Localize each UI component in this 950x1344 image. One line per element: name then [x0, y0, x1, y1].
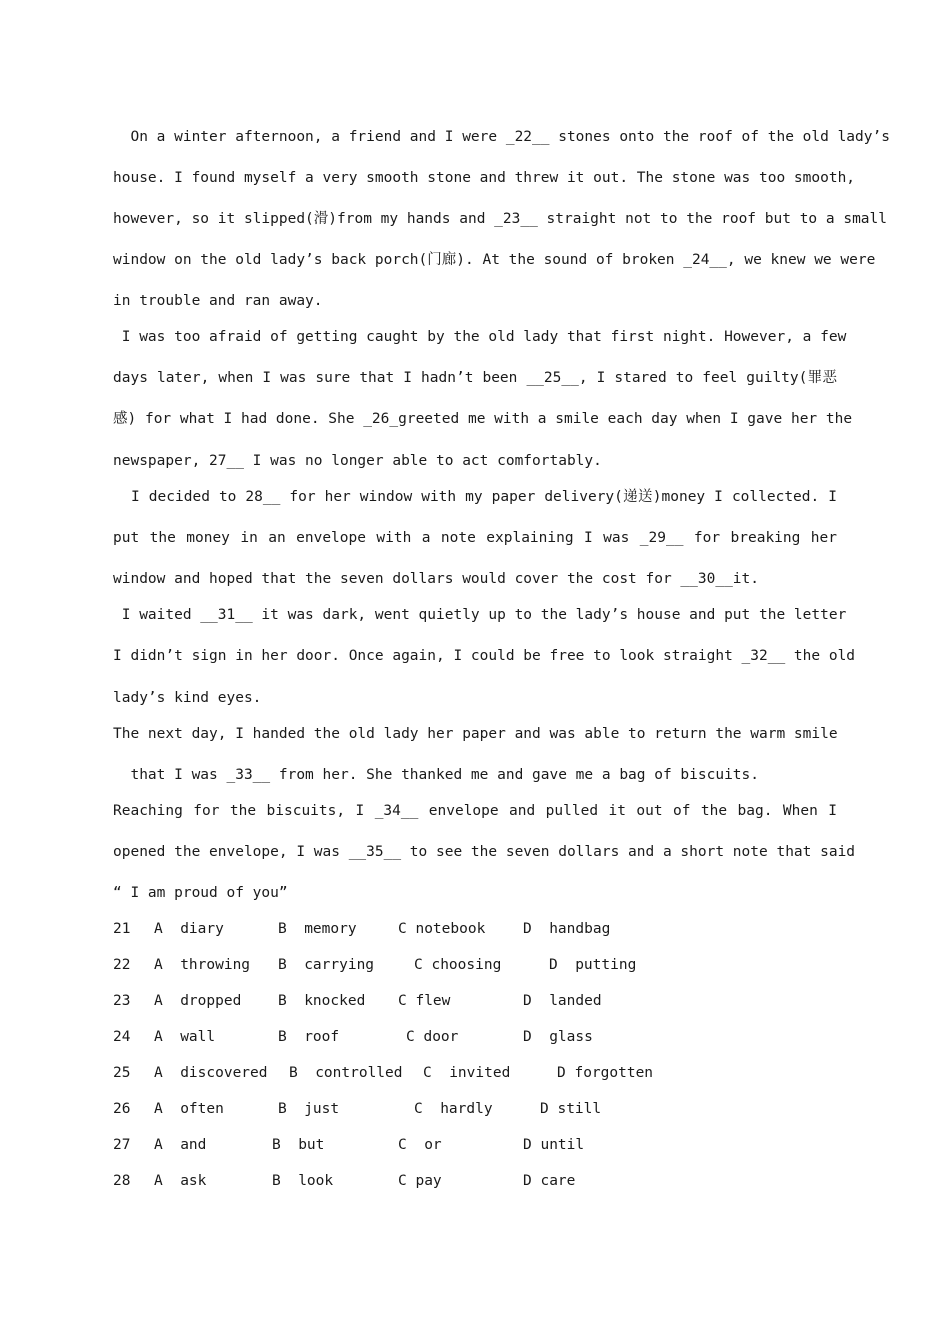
passage-line: however, so it slipped(滑)from my hands and _23__ straight not to the roof but to a small [113, 211, 887, 227]
option-c: C notebook [398, 921, 486, 937]
passage-line: newspaper, 27__ I was no longer able to act comfortably. [113, 453, 602, 469]
passage-line: lady’s kind eyes. [113, 690, 262, 706]
option-c: C or [398, 1137, 442, 1153]
passage-line: opened the envelope, I was __35__ to see the seven dollars and a short note that said [113, 844, 856, 860]
option-b: B just [278, 1101, 340, 1117]
option-d: D landed [523, 993, 602, 1009]
question-number: 25 [113, 1065, 131, 1081]
passage-line: Reaching for the biscuits, I _34__ envelope and pulled it out of the bag. When I [113, 803, 837, 819]
passage-line: put the money in an envelope with a note explaining I was _29__ for breaking her [113, 530, 837, 546]
option-a: A wall [154, 1029, 216, 1045]
option-a: A diary [154, 921, 224, 937]
passage-line: that I was _33__ from her. She thanked me and gave me a bag of biscuits. [113, 767, 760, 783]
passage-line: I waited __31__ it was dark, went quietly up to the lady’s house and put the letter [113, 607, 847, 623]
option-d: D handbag [523, 921, 611, 937]
passage-line: in trouble and ran away. [113, 293, 323, 309]
option-c: C invited [423, 1065, 511, 1081]
option-d: D care [523, 1173, 576, 1189]
passage-line: “ I am proud of you” [113, 885, 288, 901]
passage-line: days later, when I was sure that I hadn’t been __25__, I stared to feel guilty(罪恶 [113, 370, 837, 386]
passage-line: I was too afraid of getting caught by the old lady that first night. However, a few [113, 329, 847, 345]
question-number: 22 [113, 957, 131, 973]
passage-line: house. I found myself a very smooth stone and threw it out. The stone was too smooth, [113, 170, 856, 186]
passage-line: I didn’t sign in her door. Once again, I could be free to look straight _32__ the old [113, 648, 856, 664]
option-c: C hardly [414, 1101, 493, 1117]
option-b: B controlled [289, 1065, 403, 1081]
option-c: C choosing [414, 957, 502, 973]
question-number: 21 [113, 921, 131, 937]
option-a: A dropped [154, 993, 242, 1009]
question-number: 24 [113, 1029, 131, 1045]
option-a: A and [154, 1137, 207, 1153]
question-number: 23 [113, 993, 131, 1009]
option-a: A discovered [154, 1065, 268, 1081]
passage-line: I decided to 28__ for her window with my paper delivery(递送)money I collected. I [113, 489, 837, 505]
option-b: B knocked [278, 993, 366, 1009]
question-number: 26 [113, 1101, 131, 1117]
question-number: 27 [113, 1137, 131, 1153]
question-number: 28 [113, 1173, 131, 1189]
option-d: D glass [523, 1029, 593, 1045]
passage-line: window on the old lady’s back porch(门廊). At the sound of broken _24__, we knew we were [113, 252, 876, 268]
passage-line: 感) for what I had done. She _26_greeted me with a smile each day when I gave her the [113, 411, 853, 427]
passage-line: The next day, I handed the old lady her paper and was able to return the warm smile [113, 726, 838, 742]
option-d: D still [540, 1101, 602, 1117]
option-a: A throwing [154, 957, 251, 973]
option-c: C pay [398, 1173, 442, 1189]
passage-line: On a winter afternoon, a friend and I were _22__ stones onto the roof of the old lady’s [113, 129, 890, 145]
option-b: B but [272, 1137, 325, 1153]
option-c: C door [406, 1029, 459, 1045]
option-a: A ask [154, 1173, 207, 1189]
option-a: A often [154, 1101, 224, 1117]
option-b: B look [272, 1173, 334, 1189]
option-c: C flew [398, 993, 451, 1009]
option-d: D putting [549, 957, 637, 973]
option-b: B carrying [278, 957, 375, 973]
option-d: D forgotten [557, 1065, 654, 1081]
option-b: B memory [278, 921, 357, 937]
passage-line: window and hoped that the seven dollars would cover the cost for __30__it. [113, 571, 760, 587]
option-b: B roof [278, 1029, 340, 1045]
option-d: D until [523, 1137, 585, 1153]
